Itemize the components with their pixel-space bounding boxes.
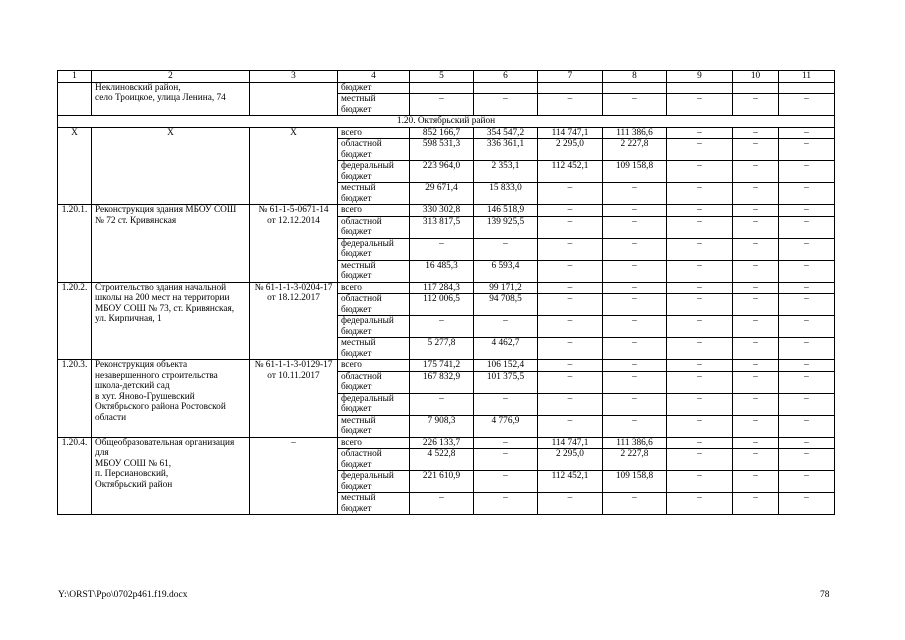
amount-cell: 226 133,7 [410, 437, 474, 449]
amount-cell: – [779, 183, 835, 205]
funding-source: федеральный бюджет [338, 238, 410, 260]
amount-cell: – [667, 316, 733, 338]
amount-cell: – [733, 393, 779, 415]
amount-cell: – [538, 371, 603, 393]
amount-cell: – [538, 493, 603, 515]
amount-cell: – [538, 338, 603, 360]
amount-cell: 5 277,8 [410, 338, 474, 360]
amount-cell: – [603, 393, 667, 415]
document-number: – [250, 437, 338, 515]
amount-cell: 2 295,0 [538, 139, 603, 161]
table-row [58, 82, 835, 94]
amount-cell: – [667, 183, 733, 205]
amount-cell: – [733, 94, 779, 116]
amount-cell: – [779, 216, 835, 238]
column-number: 7 [538, 71, 603, 83]
column-number: 10 [733, 71, 779, 83]
amount-cell: – [538, 294, 603, 316]
amount-cell: 111 386,6 [603, 127, 667, 139]
amount-cell: – [779, 161, 835, 183]
amount-cell: – [474, 316, 538, 338]
item-number: 1.20.4. [58, 437, 92, 515]
amount-cell: 29 671,4 [410, 183, 474, 205]
amount-cell: – [538, 316, 603, 338]
amount-cell: – [410, 316, 474, 338]
amount-cell: – [779, 316, 835, 338]
amount-cell: 117 284,3 [410, 282, 474, 294]
amount-cell: – [603, 294, 667, 316]
amount-cell: – [603, 371, 667, 393]
column-number: 4 [338, 71, 410, 83]
amount-cell: 16 485,3 [410, 260, 474, 282]
amount-cell: – [410, 393, 474, 415]
amount-cell [667, 82, 733, 94]
amount-cell: 101 375,5 [474, 371, 538, 393]
amount-cell: – [603, 360, 667, 372]
amount-cell: – [667, 205, 733, 217]
amount-cell: – [733, 183, 779, 205]
amount-cell: – [779, 139, 835, 161]
item-number: Х [58, 127, 92, 205]
amount-cell: – [733, 316, 779, 338]
amount-cell: 336 361,1 [474, 139, 538, 161]
amount-cell: 852 166,7 [410, 127, 474, 139]
amount-cell: – [410, 238, 474, 260]
amount-cell: – [733, 238, 779, 260]
amount-cell: 146 518,9 [474, 205, 538, 217]
table-row [58, 127, 835, 139]
amount-cell: 15 833,0 [474, 183, 538, 205]
amount-cell: – [667, 360, 733, 372]
amount-cell: – [779, 205, 835, 217]
amount-cell: – [733, 127, 779, 139]
amount-cell: 175 741,2 [410, 360, 474, 372]
amount-cell: 330 302,8 [410, 205, 474, 217]
document-number: Х [250, 127, 338, 205]
amount-cell: – [667, 127, 733, 139]
amount-cell: – [603, 238, 667, 260]
funding-source: областной бюджет [338, 139, 410, 161]
amount-cell: – [474, 449, 538, 471]
amount-cell: 106 152,4 [474, 360, 538, 372]
amount-cell [733, 82, 779, 94]
amount-cell: – [603, 260, 667, 282]
amount-cell: – [733, 161, 779, 183]
amount-cell: – [538, 260, 603, 282]
amount-cell: – [733, 371, 779, 393]
amount-cell: – [733, 449, 779, 471]
amount-cell: 354 547,2 [474, 127, 538, 139]
funding-source: всего [338, 360, 410, 372]
amount-cell: 112 452,1 [538, 471, 603, 493]
column-number: 5 [410, 71, 474, 83]
amount-cell: – [779, 437, 835, 449]
funding-source: областной бюджет [338, 371, 410, 393]
funding-source: всего [338, 437, 410, 449]
amount-cell: – [667, 238, 733, 260]
amount-cell [410, 82, 474, 94]
amount-cell: – [779, 471, 835, 493]
amount-cell: 6 593,4 [474, 260, 538, 282]
amount-cell: 4 462,7 [474, 338, 538, 360]
amount-cell: – [538, 238, 603, 260]
amount-cell: – [779, 393, 835, 415]
amount-cell: – [538, 415, 603, 437]
amount-cell: 111 386,6 [603, 437, 667, 449]
document-number: № 61-1-1-3-0204-17 от 18.12.2017 [250, 282, 338, 360]
amount-cell: 109 158,8 [603, 161, 667, 183]
column-number: 2 [92, 71, 250, 83]
table-row [58, 205, 835, 217]
amount-cell: – [733, 205, 779, 217]
amount-cell: – [667, 161, 733, 183]
funding-source: федеральный бюджет [338, 161, 410, 183]
funding-source: областной бюджет [338, 216, 410, 238]
section-title: 1.20. Октябрьский район [58, 116, 835, 128]
object-name: Общеобразовательная организация для МБОУ СОШ № 61, п. Персиановский, Октябрьский район [92, 437, 250, 515]
funding-source: всего [338, 127, 410, 139]
amount-cell: 2 295,0 [538, 449, 603, 471]
column-number: 9 [667, 71, 733, 83]
amount-cell: 221 610,9 [410, 471, 474, 493]
amount-cell: – [538, 216, 603, 238]
amount-cell: – [733, 437, 779, 449]
amount-cell: – [779, 415, 835, 437]
amount-cell: – [667, 338, 733, 360]
amount-cell: – [733, 282, 779, 294]
column-number: 3 [250, 71, 338, 83]
amount-cell: – [779, 127, 835, 139]
object-name: Реконструкция объекта незавершенного строительства школа-детский сад в хут. Яново-Грушевский Октябрьского района Ростовской области [92, 360, 250, 438]
column-number: 8 [603, 71, 667, 83]
footer-file-path: Y:\ORST\Ppo\0702p461.f19.docx [58, 590, 188, 600]
amount-cell: – [474, 94, 538, 116]
amount-cell [779, 82, 835, 94]
amount-cell: – [779, 238, 835, 260]
amount-cell: – [603, 493, 667, 515]
amount-cell: – [474, 493, 538, 515]
amount-cell: – [733, 493, 779, 515]
amount-cell: 99 171,2 [474, 282, 538, 294]
table-row [58, 360, 835, 372]
amount-cell: – [538, 94, 603, 116]
amount-cell: – [410, 94, 474, 116]
section-row [58, 116, 835, 128]
amount-cell: – [779, 94, 835, 116]
funding-source: местный бюджет [338, 260, 410, 282]
amount-cell: – [733, 139, 779, 161]
item-number: 1.20.3. [58, 360, 92, 438]
amount-cell: 112 006,5 [410, 294, 474, 316]
amount-cell: – [733, 338, 779, 360]
amount-cell: – [733, 260, 779, 282]
amount-cell: – [779, 282, 835, 294]
amount-cell: 313 817,5 [410, 216, 474, 238]
amount-cell: 112 452,1 [538, 161, 603, 183]
budget-table [57, 70, 835, 515]
item-number [58, 82, 92, 116]
amount-cell: – [667, 294, 733, 316]
amount-cell: – [667, 393, 733, 415]
column-number: 11 [779, 71, 835, 83]
amount-cell: – [779, 360, 835, 372]
amount-cell: 167 832,9 [410, 371, 474, 393]
amount-cell: 4 776,9 [474, 415, 538, 437]
amount-cell: – [603, 183, 667, 205]
funding-source: федеральный бюджет [338, 316, 410, 338]
amount-cell: – [603, 415, 667, 437]
amount-cell: – [779, 449, 835, 471]
amount-cell: 2 227,8 [603, 449, 667, 471]
object-name: Неклиновский район, село Троицкое, улица Ленина, 74 [92, 82, 250, 116]
amount-cell: 109 158,8 [603, 471, 667, 493]
amount-cell: – [779, 260, 835, 282]
funding-source: местный бюджет [338, 94, 410, 116]
object-name: Строительство здания начальной школы на 200 мест на территории МБОУ СОШ № 73, ст. Кривянская, ул. Кирпичная, 1 [92, 282, 250, 360]
document-number: № 61-1-5-0671-14 от 12.12.2014 [250, 205, 338, 283]
table-row [58, 282, 835, 294]
funding-source: местный бюджет [338, 415, 410, 437]
amount-cell: 2 227,8 [603, 139, 667, 161]
amount-cell: – [667, 437, 733, 449]
amount-cell: – [667, 371, 733, 393]
amount-cell: – [538, 183, 603, 205]
item-number: 1.20.1. [58, 205, 92, 283]
amount-cell: 598 531,3 [410, 139, 474, 161]
column-number: 1 [58, 71, 92, 83]
amount-cell: – [603, 205, 667, 217]
amount-cell: 114 747,1 [538, 127, 603, 139]
amount-cell: – [733, 360, 779, 372]
amount-cell: – [667, 260, 733, 282]
funding-source: федеральный бюджет [338, 393, 410, 415]
funding-source: областной бюджет [338, 294, 410, 316]
amount-cell: – [667, 493, 733, 515]
footer-page-number: 78 [820, 590, 830, 600]
table-row [58, 437, 835, 449]
amount-cell [538, 82, 603, 94]
amount-cell: – [538, 282, 603, 294]
item-number: 1.20.2. [58, 282, 92, 360]
header-row [58, 71, 835, 83]
funding-source: местный бюджет [338, 183, 410, 205]
amount-cell: – [538, 393, 603, 415]
amount-cell: – [667, 282, 733, 294]
amount-cell: 94 708,5 [474, 294, 538, 316]
amount-cell: 114 747,1 [538, 437, 603, 449]
amount-cell: – [667, 216, 733, 238]
funding-source: всего [338, 282, 410, 294]
amount-cell [474, 82, 538, 94]
funding-source: федеральный бюджет [338, 471, 410, 493]
amount-cell: – [410, 493, 474, 515]
funding-source: всего [338, 205, 410, 217]
document-number: № 61-1-1-3-0129-17 от 10.11.2017 [250, 360, 338, 438]
funding-source: местный бюджет [338, 338, 410, 360]
amount-cell: – [603, 94, 667, 116]
amount-cell: – [474, 238, 538, 260]
amount-cell: 2 353,1 [474, 161, 538, 183]
amount-cell: – [474, 471, 538, 493]
amount-cell: – [779, 371, 835, 393]
amount-cell: – [603, 338, 667, 360]
amount-cell: – [538, 360, 603, 372]
amount-cell: – [474, 437, 538, 449]
amount-cell: 139 925,5 [474, 216, 538, 238]
object-name: Реконструкция здания МБОУ СОШ № 72 ст. Кривянская [92, 205, 250, 283]
amount-cell: – [667, 94, 733, 116]
amount-cell: – [667, 139, 733, 161]
amount-cell: 7 908,3 [410, 415, 474, 437]
funding-source: областной бюджет [338, 449, 410, 471]
amount-cell: – [667, 415, 733, 437]
amount-cell: – [603, 316, 667, 338]
document-number [250, 82, 338, 116]
object-name: Х [92, 127, 250, 205]
amount-cell: – [603, 282, 667, 294]
funding-source: местный бюджет [338, 493, 410, 515]
amount-cell: – [733, 415, 779, 437]
amount-cell: – [538, 205, 603, 217]
amount-cell: – [667, 471, 733, 493]
amount-cell: – [733, 471, 779, 493]
amount-cell: – [779, 338, 835, 360]
funding-source: бюджет [338, 82, 410, 94]
amount-cell: – [733, 294, 779, 316]
amount-cell [603, 82, 667, 94]
amount-cell: – [667, 449, 733, 471]
amount-cell: 223 964,0 [410, 161, 474, 183]
amount-cell: – [603, 216, 667, 238]
amount-cell: – [474, 393, 538, 415]
amount-cell: – [733, 216, 779, 238]
amount-cell: – [779, 493, 835, 515]
amount-cell: 4 522,8 [410, 449, 474, 471]
column-number: 6 [474, 71, 538, 83]
amount-cell: – [779, 294, 835, 316]
